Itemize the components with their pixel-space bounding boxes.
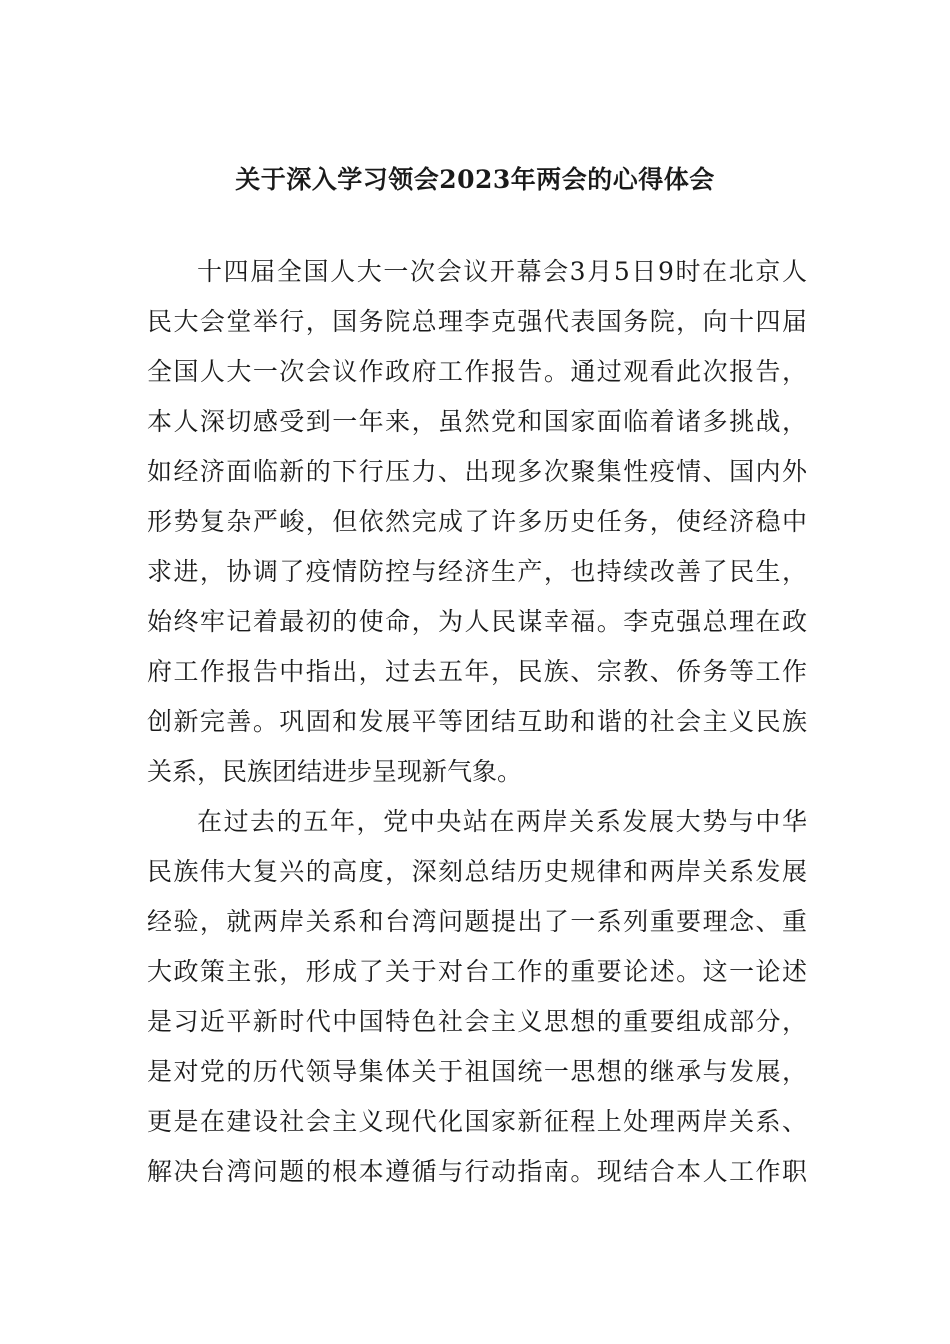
paragraph-line: 是习近平新时代中国特色社会主义思想的重要组成部分， <box>147 1007 807 1036</box>
paragraph-line: 创新完善。巩固和发展平等团结互助和谐的社会主义民族 <box>147 707 807 736</box>
paragraph-line: 形势复杂严峻，但依然完成了许多历史任务，使经济稳中 <box>147 507 807 536</box>
paragraph-line: 本人深切感受到一年来，虽然党和国家面临着诸多挑战， <box>147 407 807 436</box>
paragraph-line: 全国人大一次会议作政府工作报告。通过观看此次报告， <box>147 357 807 386</box>
paragraph-line: 十四届全国人大一次会议开幕会3月5日9时在北京人 <box>197 257 807 286</box>
paragraph-line: 在过去的五年，党中央站在两岸关系发展大势与中华 <box>197 807 807 836</box>
paragraph-line: 民大会堂举行，国务院总理李克强代表国务院，向十四届 <box>147 307 807 336</box>
paragraph-line: 经验，就两岸关系和台湾问题提出了一系列重要理念、重 <box>147 907 807 936</box>
paragraph-line: 民族伟大复兴的高度，深刻总结历史规律和两岸关系发展 <box>147 857 807 886</box>
paragraph-line: 更是在建设社会主义现代化国家新征程上处理两岸关系、 <box>147 1107 807 1136</box>
document-body <box>147 247 807 1197</box>
paragraph-line: 关系，民族团结进步呈现新气象。 <box>147 757 523 786</box>
paragraph-2 <box>147 797 807 1197</box>
paragraph-1 <box>147 247 807 797</box>
paragraph-line: 求进，协调了疫情防控与经济生产，也持续改善了民生， <box>147 557 807 586</box>
document-title: 关于深入学习领会2023年两会的心得体会 <box>235 165 715 194</box>
paragraph-line: 府工作报告中指出，过去五年，民族、宗教、侨务等工作 <box>147 657 807 686</box>
paragraph-line: 如经济面临新的下行压力、出现多次聚集性疫情、国内外 <box>147 457 807 486</box>
paragraph-line: 是对党的历代领导集体关于祖国统一思想的继承与发展， <box>147 1057 807 1086</box>
paragraph-line: 解决台湾问题的根本遵循与行动指南。现结合本人工作职 <box>147 1157 807 1186</box>
paragraph-line: 始终牢记着最初的使命，为人民谋幸福。李克强总理在政 <box>147 607 807 636</box>
paragraph-line: 大政策主张，形成了关于对台工作的重要论述。这一论述 <box>147 957 807 986</box>
